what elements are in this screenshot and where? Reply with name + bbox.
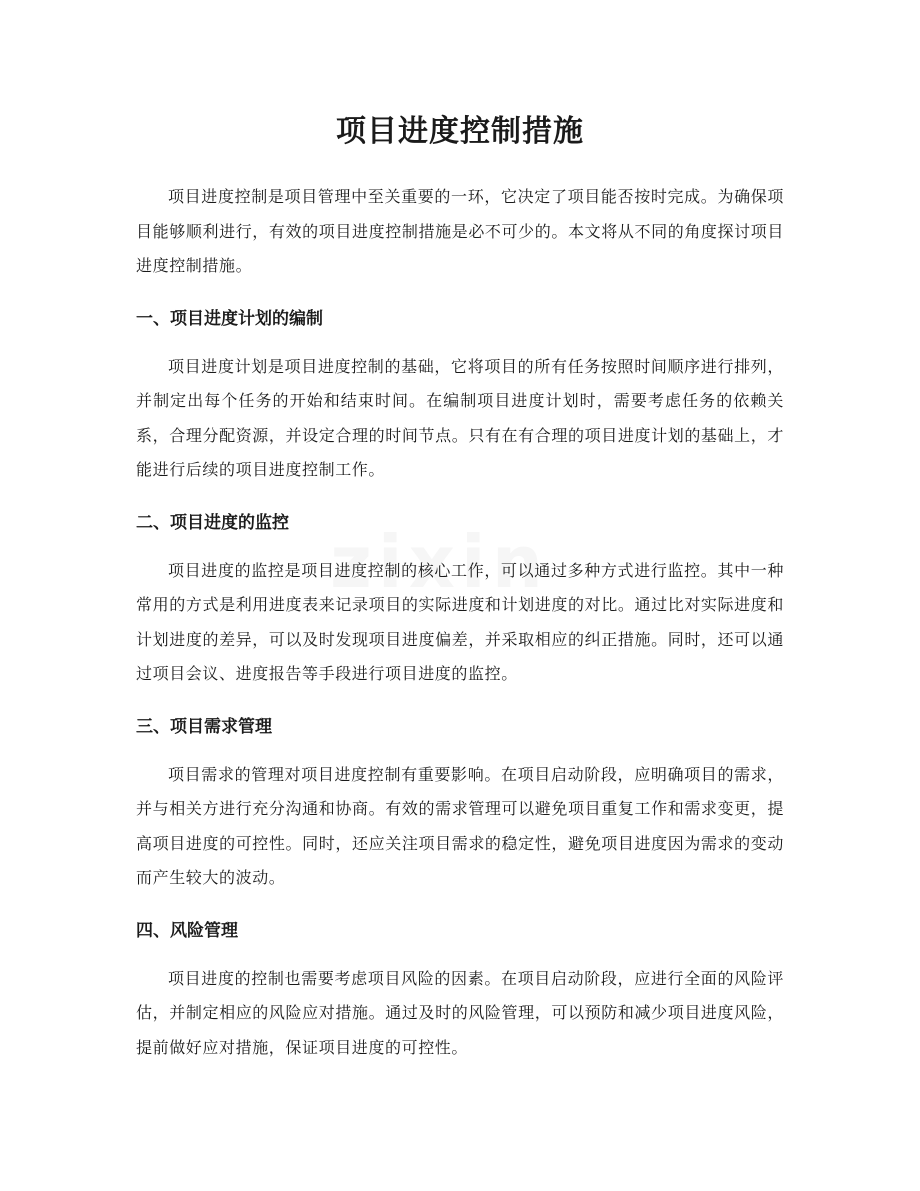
- section-heading: 四、风险管理: [136, 920, 238, 941]
- section-risk-management: [136, 914, 784, 1066]
- section-paragraph: 项目进度的控制也需要考虑项目风险的因素。在项目启动阶段，应进行全面的风险评估，并制定相应的风险应对措施。通过及时的风险管理，可以预防和减少项目进度风险，提前做好应对措施，保证项目进度的可控性。: [136, 968, 784, 1057]
- intro-paragraph: 项目进度控制是项目管理中至关重要的一环，它决定了项目能否按时完成。为确保项目能够顺利进行，有效的项目进度控制措施是必不可少的。本文将从不同的角度探讨项目进度控制措施。: [136, 187, 784, 275]
- section-paragraph: 项目进度计划是项目进度控制的基础，它将项目的所有任务按照时间顺序进行排列，并制定出每个任务的开始和结束时间。在编制项目进度计划时，需要考虑任务的依赖关系，合理分配资源，并设定合理的时间节点。只有在有合理的项目进度计划的基础上，才能进行后续的项目进度控制工作。: [136, 356, 784, 479]
- section-heading: 一、项目进度计划的编制: [136, 308, 323, 329]
- section-progress-monitoring: [136, 506, 784, 692]
- section-schedule-planning: [136, 302, 784, 488]
- section-paragraph: 项目进度的监控是项目进度控制的核心工作，可以通过多种方式进行监控。其中一种常用的方式是利用进度表来记录项目的实际进度和计划进度的对比。通过比对实际进度和计划进度的差异，可以及时发现项目进度偏差，并采取相应的纠正措施。同时，还可以通过项目会议、进度报告等手段进行项目进度的监控。: [136, 560, 784, 683]
- section-heading: 二、项目进度的监控: [136, 512, 289, 533]
- section-requirements-management: [136, 710, 784, 896]
- document-body: [136, 180, 784, 1065]
- section-paragraph: 项目需求的管理对项目进度控制有重要影响。在项目启动阶段，应明确项目的需求，并与相关方进行充分沟通和协商。有效的需求管理可以避免项目重复工作和需求变更，提高项目进度的可控性。同时，还应关注项目需求的稳定性，避免项目进度因为需求的变动而产生较大的波动。: [136, 764, 784, 887]
- section-heading: 三、项目需求管理: [136, 716, 272, 737]
- page-title: 项目进度控制措施: [336, 114, 584, 149]
